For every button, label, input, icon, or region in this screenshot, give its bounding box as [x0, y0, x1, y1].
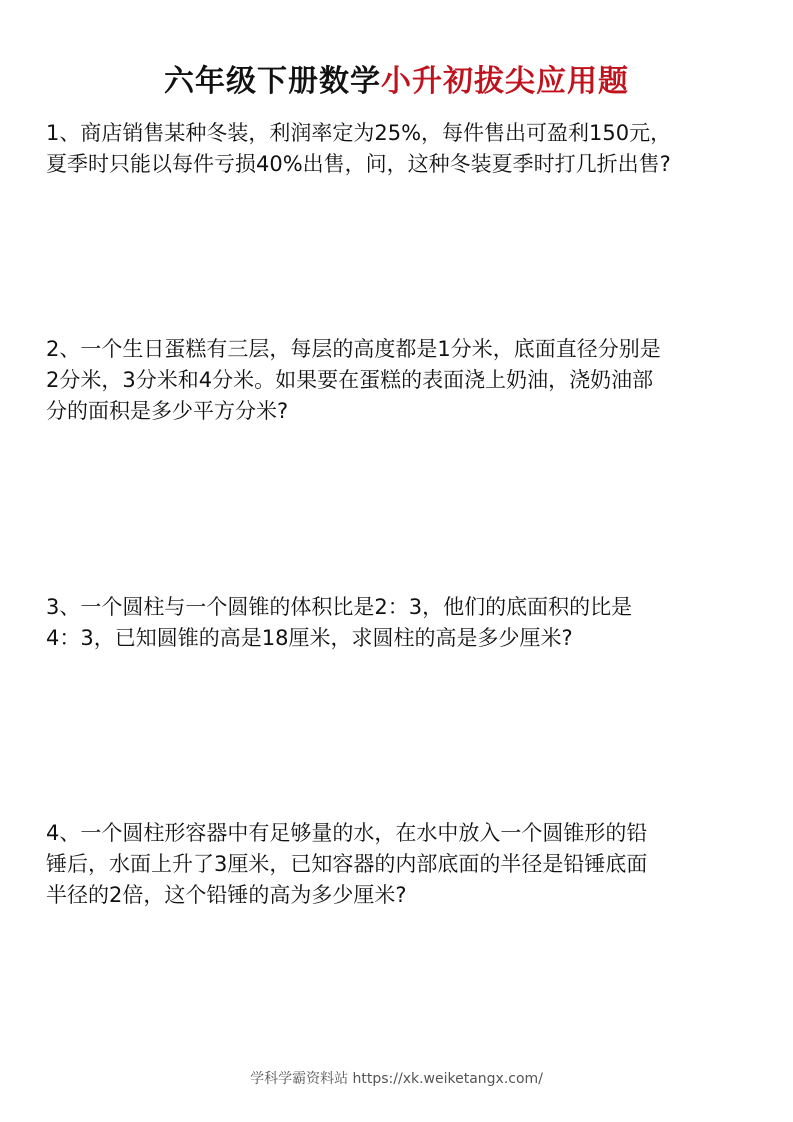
problem-4 — [46, 818, 750, 911]
problem-3-line-1: 3、一个圆柱与一个圆锥的体积比是2：3，他们的底面积的比是 — [46, 595, 633, 619]
problem-2 — [46, 334, 750, 427]
problem-2-line-2: 2分米，3分米和4分米。如果要在蛋糕的表面浇上奶油，浇奶油部 — [46, 368, 654, 392]
problem-4-line-3: 半径的2倍，这个铅锤的高为多少厘米? — [46, 883, 407, 907]
title-grade-subject: 六年级下册数学 — [164, 64, 381, 99]
problem-1 — [46, 118, 750, 180]
problem-4-line-2: 锤后，水面上升了3厘米，已知容器的内部底面的半径是铅锤底面 — [46, 852, 648, 876]
problem-4-line-1: 4、一个圆柱形容器中有足够量的水，在水中放入一个圆锥形的铅 — [46, 821, 648, 845]
footer-source: 学科学霸资料站 https://xk.weiketangx.com/ — [250, 1071, 543, 1087]
problem-3 — [46, 592, 750, 654]
page-title — [0, 60, 793, 104]
problem-3-line-2: 4：3，已知圆锥的高是18厘米，求圆柱的高是多少厘米? — [46, 626, 573, 650]
problem-1-line-1: 1、商店销售某种冬装，利润率定为25%，每件售出可盈利150元， — [46, 121, 672, 145]
problem-1-line-2: 夏季时只能以每件亏损40%出售，问，这种冬装夏季时打几折出售? — [46, 152, 671, 176]
problem-2-line-1: 2、一个生日蛋糕有三层，每层的高度都是1分米，底面直径分别是 — [46, 337, 661, 361]
title-topic: 小升初拔尖应用题 — [381, 64, 629, 99]
problem-2-line-3: 分的面积是多少平方分米? — [46, 399, 289, 423]
